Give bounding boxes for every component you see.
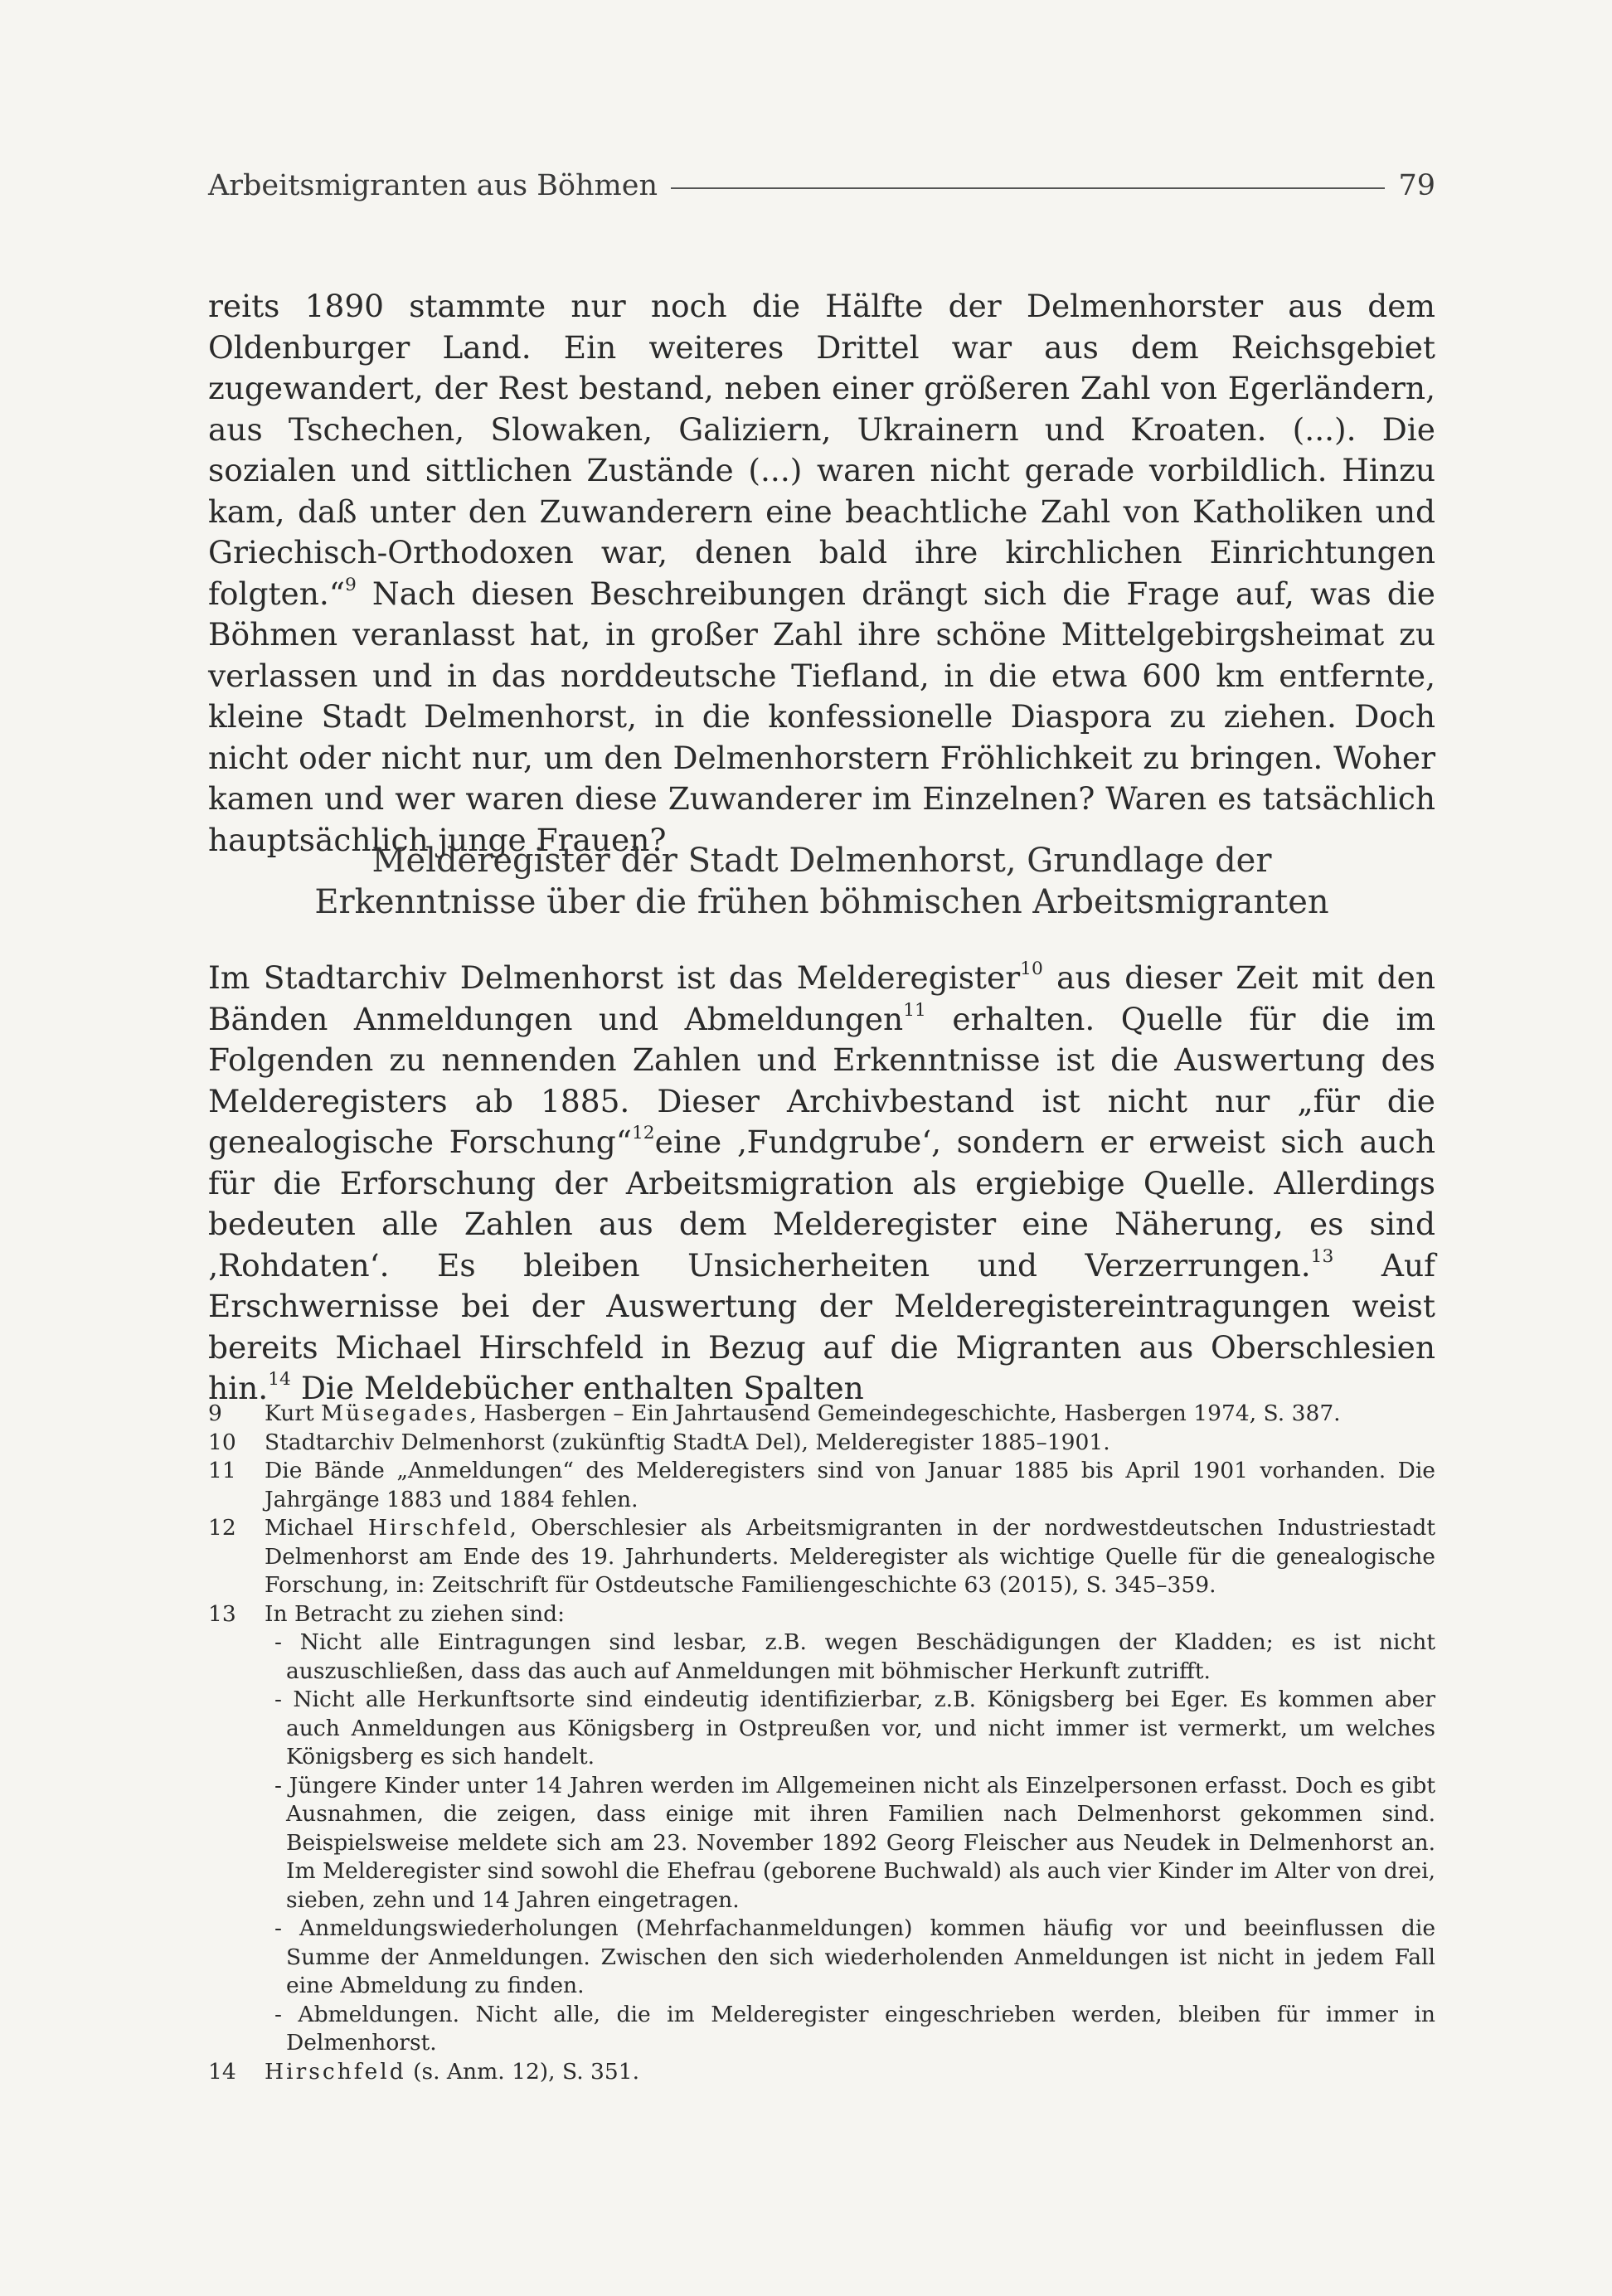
footnote-number: 12 — [208, 1515, 236, 1541]
running-title: Arbeitsmigranten aus Böhmen — [208, 169, 658, 202]
footnote-author: Hirschfeld — [367, 1515, 510, 1541]
footnote-list-item: - Anmeldungswiederholungen (Mehrfachanmeldungen) kommen häufig vor und beeinflussen die Summe der Anmeldungen. Zwischen den sich wiederholenden Anmeldungen ist nicht in jedem Fall eine Abmeldung zu finden. — [274, 1915, 1435, 1998]
section-heading-line-2: Erkenntnisse über die frühen böhmischen Arbeitsmigranten — [314, 883, 1329, 921]
footnote-text: Stadtarchiv Delmenhorst (zukünftig StadtA Del), Melderegister 1885–1901. — [265, 1429, 1110, 1455]
footnote-13 — [208, 1600, 1435, 2058]
section-heading-line-1: Melderegister der Stadt Delmenhorst, Grundlage der — [371, 842, 1272, 880]
paragraph-text: Im Stadtarchiv Delmenhorst ist das Melderegister$^{10}$ aus dieser Zeit mit den Bänden Anmeldungen und Abmeldungen$^{11}$ erhalten. Quelle für die im Folgenden zu nennenden Zahlen und Erkenntnisse ist die Auswertung des Melderegisters ab 1885. Dieser Archivbestand ist nicht nur „für die genealogische Forschung“$^{12}$eine ‚Fundgrube‘, sondern er erweist sich auch für die Erforschung der Arbeitsmigration als ergiebige Quelle. Allerdings bedeuten alle Zahlen aus dem Melderegister eine Näherung, es sind ‚Rohdaten‘. Es bleiben Unsicherheiten und Verzerrungen.$^{13}$ Auf Erschwernisse bei der Auswertung der Melderegistereintragungen weist bereits Michael Hirschfeld in Bezug auf die Migranten aus Oberschlesien hin.$^{14}$ Die Meldebücher enthalten Spalten — [208, 959, 1436, 1406]
footnote-number: 11 — [208, 1458, 236, 1483]
section-heading — [208, 840, 1435, 923]
body-paragraph-2 — [208, 958, 1435, 1410]
body-paragraph-1 — [208, 286, 1435, 861]
footnote-text-prefix: Kurt — [265, 1400, 322, 1426]
footnote-number: 9 — [208, 1400, 222, 1426]
paragraph-text: reits 1890 stammte nur noch die Hälfte der Delmenhorster aus dem Oldenburger Land. Ein weiteres Drittel war aus dem Reichsgebiet zugewandert, der Rest bestand, neben einer größeren Zahl von Egerländern, aus Tschechen, Slowaken, Galiziern, Ukrainern und Kroaten. (...). Die sozialen und sittlichen Zustände (...) waren nicht gerade vorbildlich. Hinzu kam, daß unter den Zuwanderern eine beachtliche Zahl von Katholiken und Griechisch-Orthodoxen war, denen bald ihre kirchlichen Einrichtungen folgten.“$^9$ Nach diesen Beschreibungen drängt sich die Frage auf, was die Böhmen veranlasst hat, in großer Zahl ihre schöne Mittelgebirgsheimat zu verlassen und in das norddeutsche Tiefland, in die etwa 600 km entfernte, kleine Stadt Delmenhorst, in die konfessionelle Diaspora zu ziehen. Doch nicht oder nicht nur, um den Delmenhorstern Fröhlichkeit zu bringen. Woher kamen und wer waren diese Zuwanderer im Einzelnen? Waren es tatsächlich hauptsächlich junge Frauen? — [208, 288, 1435, 858]
footnote-intro: In Betracht zu ziehen sind: — [265, 1600, 566, 1627]
footnote-text: Die Bände „Anmeldungen“ des Melderegisters sind von Januar 1885 bis April 1901 vorhanden. Die Jahrgänge 1883 und 1884 fehlen. — [265, 1458, 1435, 1512]
running-header — [208, 169, 1435, 202]
footnote-author: Hirschfeld — [265, 2058, 406, 2085]
footnote-14 — [208, 2058, 1435, 2087]
footnote-list-item: - Jüngere Kinder unter 14 Jahren werden im Allgemeinen nicht als Einzelpersonen erfasst. Doch es gibt Ausnahmen, die zeigen, dass einige mit ihren Familien nach Delmenhorst gekommen sind. Beispielsweise meldete sich am 23. November 1892 Georg Fleischer aus Neudek in Delmenhorst an. Im Melderegister sind sowohl die Ehefrau (geborene Buchwald) als auch vier Kinder im Alter von drei, sieben, zehn und 14 Jahren eingetragen. — [274, 1772, 1435, 1913]
footnote-10 — [208, 1429, 1435, 1458]
page-number: 79 — [1398, 169, 1435, 202]
footnote-text: , Oberschlesier als Arbeitsmigranten in der nordwestdeutschen Industriestadt Delmenhorst am Ende des 19. Jahrhunderts. Melderegister als wichtige Quelle für die genealogische Forschung, in: Zeitschrift für Ostdeutsche Familiengeschichte 63 (2015), S. 345–359. — [265, 1515, 1435, 1598]
footnote-number: 13 — [208, 1600, 236, 1627]
footnote-author: Müsegades — [321, 1400, 470, 1426]
footnote-11 — [208, 1457, 1435, 1514]
footnote-text-prefix: Michael — [265, 1515, 368, 1541]
footnote-9 — [208, 1400, 1435, 1429]
footnote-list-item: - Abmeldungen. Nicht alle, die im Melderegister eingeschrieben werden, bleiben für immer in Delmenhorst. — [274, 2001, 1435, 2056]
footnote-text: , Hasbergen – Ein Jahrtausend Gemeindegeschichte, Hasbergen 1974, S. 387. — [469, 1400, 1341, 1426]
header-rule — [671, 187, 1385, 189]
footnotes — [208, 1400, 1435, 2086]
footnote-number: 10 — [208, 1429, 236, 1455]
footnote-12 — [208, 1514, 1435, 1600]
footnote-list-item: - Nicht alle Herkunftsorte sind eindeutig identifizierbar, z.B. Königsberg bei Eger. Es kommen aber auch Anmeldungen aus Königsberg in Ostpreußen vor, und nicht immer ist vermerkt, um welches Königsberg es sich handelt. — [274, 1687, 1435, 1769]
footnote-number: 14 — [208, 2058, 236, 2085]
footnote-text: (s. Anm. 12), S. 351. — [405, 2058, 640, 2085]
footnote-list-item: - Nicht alle Eintragungen sind lesbar, z.B. wegen Beschädigungen der Kladden; es ist nicht auszuschließen, dass das auch auf Anmeldungen mit böhmischer Herkunft zutrifft. — [274, 1629, 1435, 1684]
